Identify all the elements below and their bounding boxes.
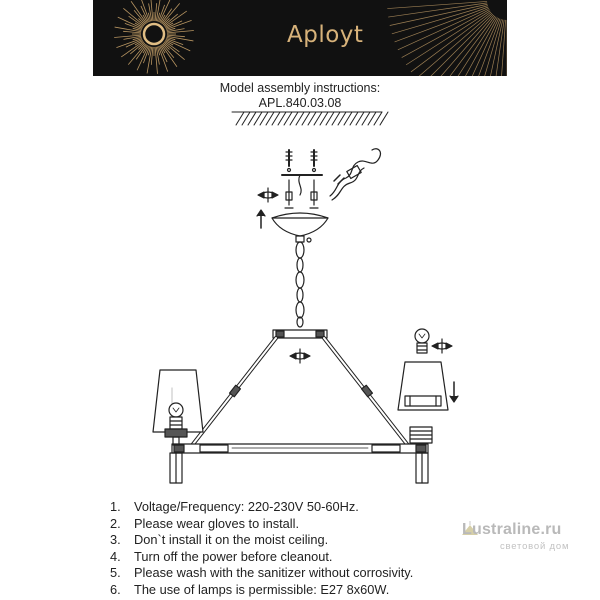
wire-connector	[330, 149, 380, 200]
list-item: 1. Voltage/Frequency: 220-230V 50-60Hz.	[110, 499, 359, 514]
list-item: 6. The use of lamps is permissible: E27 8x60W.	[110, 581, 390, 597]
ceiling-hatch-icon	[232, 112, 388, 125]
list-item: 5. Please wash with the sanitizer without corrosivity.	[110, 565, 414, 581]
lamp-holder	[165, 429, 187, 483]
lamp-shade-icon	[398, 362, 448, 410]
model-number: APL.840.03.08	[258, 96, 342, 110]
frame-bottom-bar	[172, 444, 428, 453]
rotate-arrows-icon	[432, 339, 452, 353]
down-arrow-icon	[450, 382, 458, 402]
hook-icon	[282, 175, 322, 208]
list-item: 2. Please wear gloves to install.	[110, 515, 300, 531]
watermark-subtext: световой дом	[500, 541, 570, 552]
chain	[296, 242, 304, 327]
frame-top-bar	[273, 330, 327, 338]
screw-icon	[286, 150, 317, 172]
list-item: 3. Don`t install it on the moist ceiling.	[110, 532, 329, 548]
ceiling-canopy	[272, 213, 328, 242]
watermark	[460, 521, 596, 561]
lamp-holder	[410, 427, 432, 483]
rotate-arrows-icon	[290, 349, 310, 363]
watermark-text: Lustraline.ru	[462, 521, 562, 538]
instructions-title: Model assembly instructions:	[219, 81, 381, 95]
instruction-notes	[110, 499, 413, 599]
rotate-arrows-icon	[258, 188, 278, 202]
brand-name: Aployt	[287, 22, 364, 48]
list-item: 4. Turn off the power before cleanout.	[110, 548, 333, 564]
up-arrow-icon	[257, 210, 265, 228]
bulb-icon	[415, 329, 429, 353]
